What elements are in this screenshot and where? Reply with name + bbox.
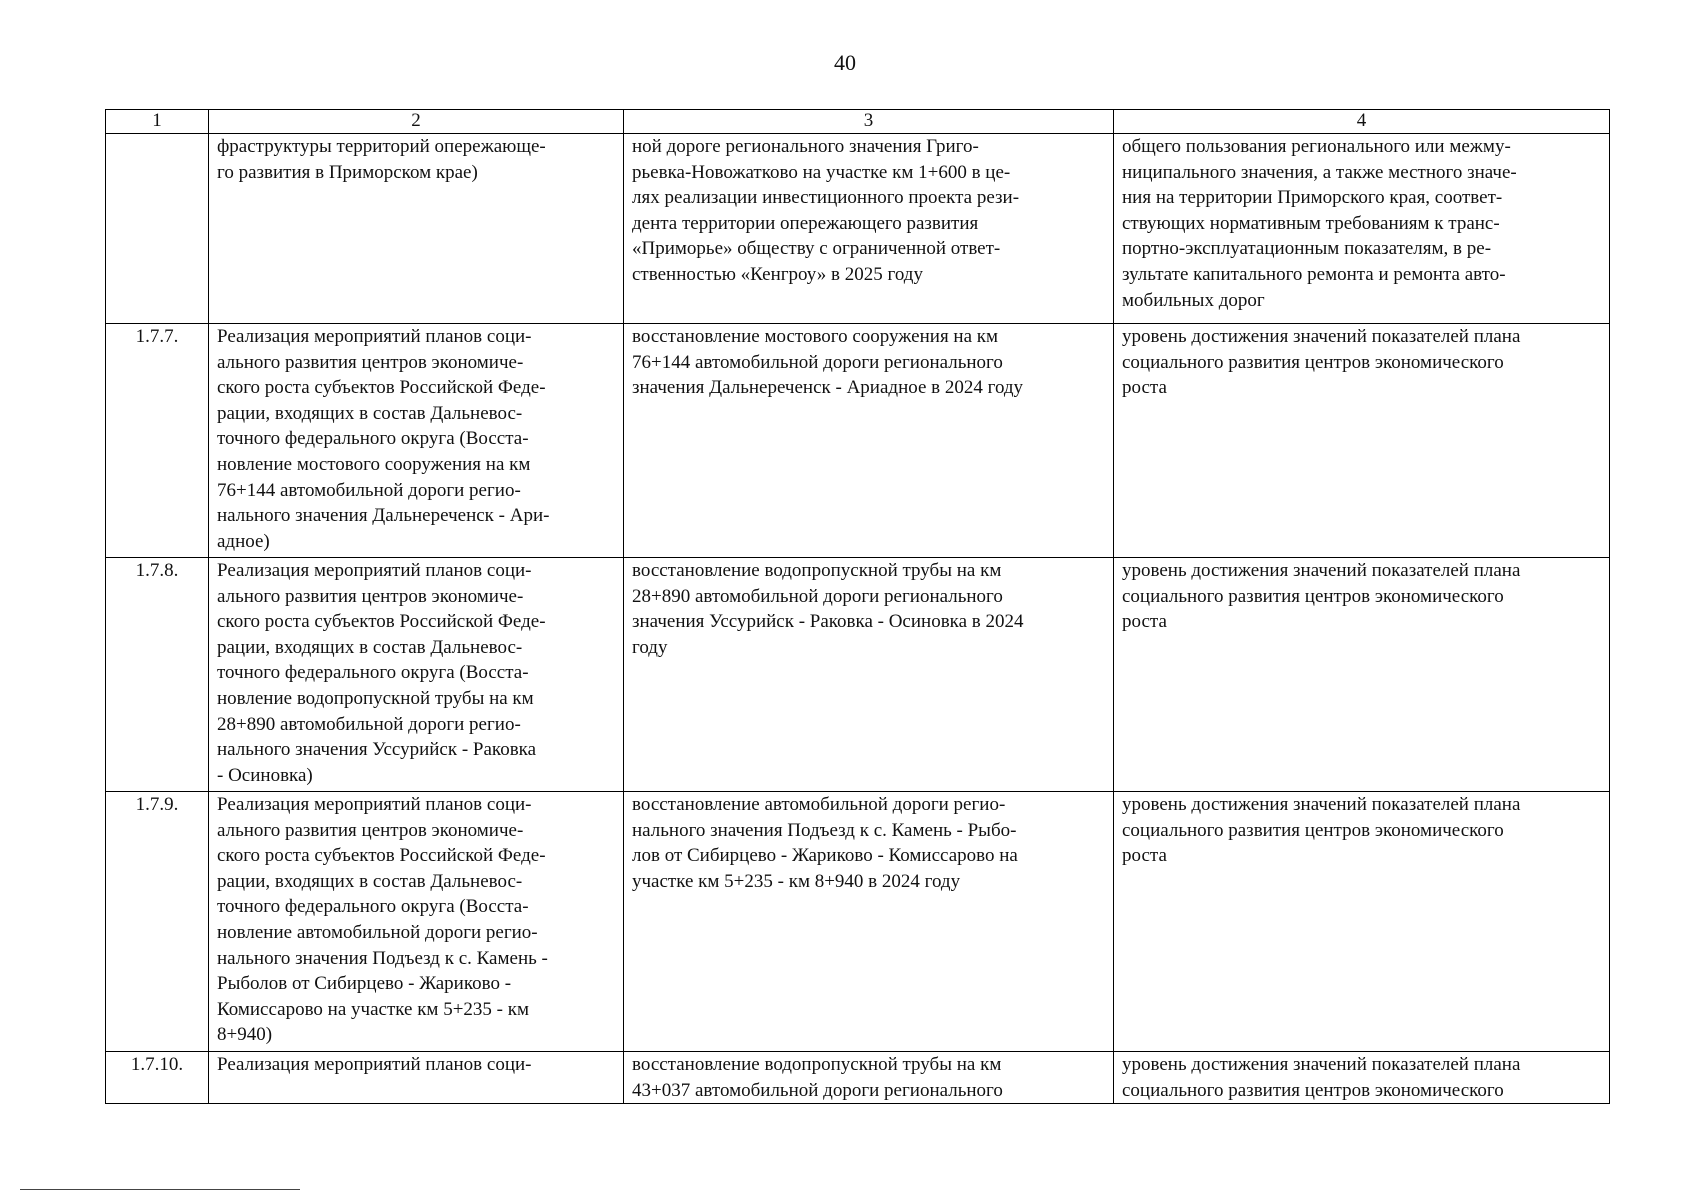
header-row [106, 110, 1610, 134]
text-line: 43+037 автомобильной дороги регионального [632, 1079, 1003, 1101]
text-line: восстановление мостового сооружения на км [632, 326, 999, 347]
text-line: ского роста субъектов Российской Феде- [217, 845, 546, 867]
text-line: нального значения Уссурийск - Раковка [217, 739, 537, 761]
column-header-4: 4 [1114, 110, 1610, 134]
text-line: роста [1122, 611, 1167, 633]
text-line: уровень достижения значений показателей плана [1122, 1054, 1521, 1075]
text-line: ского роста субъектов Российской Феде- [217, 611, 546, 633]
row-number [106, 134, 209, 324]
table-body [106, 134, 1610, 1104]
text-line: восстановление автомобильной дороги регио- [632, 794, 1006, 815]
text-line: 76+144 автомобильной дороги регио- [217, 479, 521, 501]
text-line: фраструктуры территорий опережающе- [217, 136, 546, 157]
table-row [106, 134, 1610, 324]
text-line: дента территории опережающего развития [632, 212, 979, 234]
text-line: значения Уссурийск - Раковка - Осиновка в 2024 [632, 611, 1024, 633]
measure-name-cell [209, 792, 624, 1052]
column-header-1: 1 [106, 110, 209, 134]
text-line: 28+890 автомобильной дороги регионального [632, 585, 1003, 607]
text-line: ального развития центров экономиче- [217, 819, 524, 841]
text-line: адное) [217, 530, 270, 552]
text-line: ной дороге регионального значения Григо- [632, 136, 979, 157]
text-line: 8+940) [217, 1024, 273, 1046]
page-number: 40 [834, 50, 856, 75]
text-line: лов от Сибирцево - Жариково - Комиссарово на [632, 845, 1018, 867]
text-line: восстановление водопропускной трубы на км [632, 1054, 1002, 1075]
text-line: ниципального значения, а также местного значе- [1122, 161, 1517, 183]
column-header-2: 2 [209, 110, 624, 134]
indicator-cell [1114, 1052, 1610, 1104]
indicator-cell [1114, 324, 1610, 558]
text-line: значения Дальнереченск - Ариадное в 2024 году [632, 377, 1024, 399]
text-line: - Осиновка) [217, 764, 313, 786]
text-line: ствующих нормативным требованиям к транс- [1122, 212, 1500, 234]
text-line: нального значения Подъезд к с. Камень - [217, 947, 548, 969]
text-line: Реализация мероприятий планов соци- [217, 560, 532, 581]
result-description-cell [624, 1052, 1114, 1104]
text-line: восстановление водопропускной трубы на км [632, 560, 1002, 581]
column-header-3: 3 [624, 110, 1114, 134]
text-line: нального значения Дальнереченск - Ари- [217, 505, 550, 527]
text-line: нального значения Подъезд к с. Камень - Рыбо- [632, 819, 1017, 841]
text-line: ственностью «Кенгроу» в 2025 году [632, 263, 923, 285]
result-description-cell [624, 134, 1114, 324]
text-line: Реализация мероприятий планов соци- [217, 1054, 532, 1075]
text-line: социального развития центров экономического [1122, 1079, 1504, 1101]
table-row [106, 1052, 1610, 1104]
text-line: ского роста субъектов Российской Феде- [217, 377, 546, 399]
table-row [106, 792, 1610, 1052]
footnote-rule [20, 1189, 300, 1190]
text-line: ального развития центров экономиче- [217, 585, 524, 607]
text-line: Рыболов от Сибирцево - Жариково - [217, 973, 512, 995]
text-line: го развития в Приморском крае) [217, 161, 478, 183]
measure-name-cell [209, 134, 624, 324]
text-line: уровень достижения значений показателей плана [1122, 794, 1521, 815]
text-line: уровень достижения значений показателей плана [1122, 560, 1521, 581]
text-line: новление водопропускной трубы на км [217, 687, 534, 709]
text-line: портно-эксплуатационным показателям, в ре- [1122, 238, 1492, 260]
text-line: роста [1122, 377, 1167, 399]
text-line: новление автомобильной дороги регио- [217, 921, 538, 943]
text-line: зультате капитального ремонта и ремонта авто- [1122, 263, 1506, 285]
measure-name-cell [209, 324, 624, 558]
text-line: рации, входящих в состав Дальневос- [217, 870, 523, 892]
table-row [106, 558, 1610, 792]
text-line: «Приморье» обществу с ограниченной ответ- [632, 238, 1001, 260]
text-line: новление мостового сооружения на км [217, 453, 531, 475]
measure-name-cell [209, 1052, 624, 1104]
text-line: точного федерального округа (Восста- [217, 896, 529, 918]
indicator-cell [1114, 558, 1610, 792]
text-line: рации, входящих в состав Дальневос- [217, 636, 523, 658]
table-row [106, 324, 1610, 558]
text-line: мобильных дорог [1122, 289, 1265, 311]
text-line: 76+144 автомобильной дороги регионального [632, 351, 1003, 373]
text-line: роста [1122, 845, 1167, 867]
text-line: уровень достижения значений показателей плана [1122, 326, 1521, 347]
text-line: социального развития центров экономического [1122, 585, 1504, 607]
text-line: социального развития центров экономического [1122, 819, 1504, 841]
text-line: Реализация мероприятий планов соци- [217, 326, 532, 347]
result-description-cell [624, 792, 1114, 1052]
text-line: 28+890 автомобильной дороги регио- [217, 713, 521, 735]
text-line: рации, входящих в состав Дальневос- [217, 402, 523, 424]
text-line: ального развития центров экономиче- [217, 351, 524, 373]
indicator-cell [1114, 134, 1610, 324]
indicator-cell [1114, 792, 1610, 1052]
text-line: точного федерального округа (Восста- [217, 662, 529, 684]
result-description-cell [624, 558, 1114, 792]
text-line: участке км 5+235 - км 8+940 в 2024 году [632, 870, 961, 892]
text-line: Комиссарово на участке км 5+235 - км [217, 998, 529, 1020]
text-line: социального развития центров экономического [1122, 351, 1504, 373]
row-number: 1.7.10. [106, 1052, 209, 1104]
measures-table [105, 109, 1610, 1104]
row-number: 1.7.9. [106, 792, 209, 1052]
text-line: общего пользования регионального или межму- [1122, 136, 1511, 157]
text-line: году [632, 636, 668, 658]
text-line: лях реализации инвестиционного проекта рези- [632, 187, 1020, 209]
row-number: 1.7.8. [106, 558, 209, 792]
measure-name-cell [209, 558, 624, 792]
text-line: рьевка-Новожатково на участке км 1+600 в це- [632, 161, 1011, 183]
result-description-cell [624, 324, 1114, 558]
row-number: 1.7.7. [106, 324, 209, 558]
text-line: ния на территории Приморского края, соответ- [1122, 187, 1503, 209]
text-line: точного федерального округа (Восста- [217, 428, 529, 450]
text-line: Реализация мероприятий планов соци- [217, 794, 532, 815]
